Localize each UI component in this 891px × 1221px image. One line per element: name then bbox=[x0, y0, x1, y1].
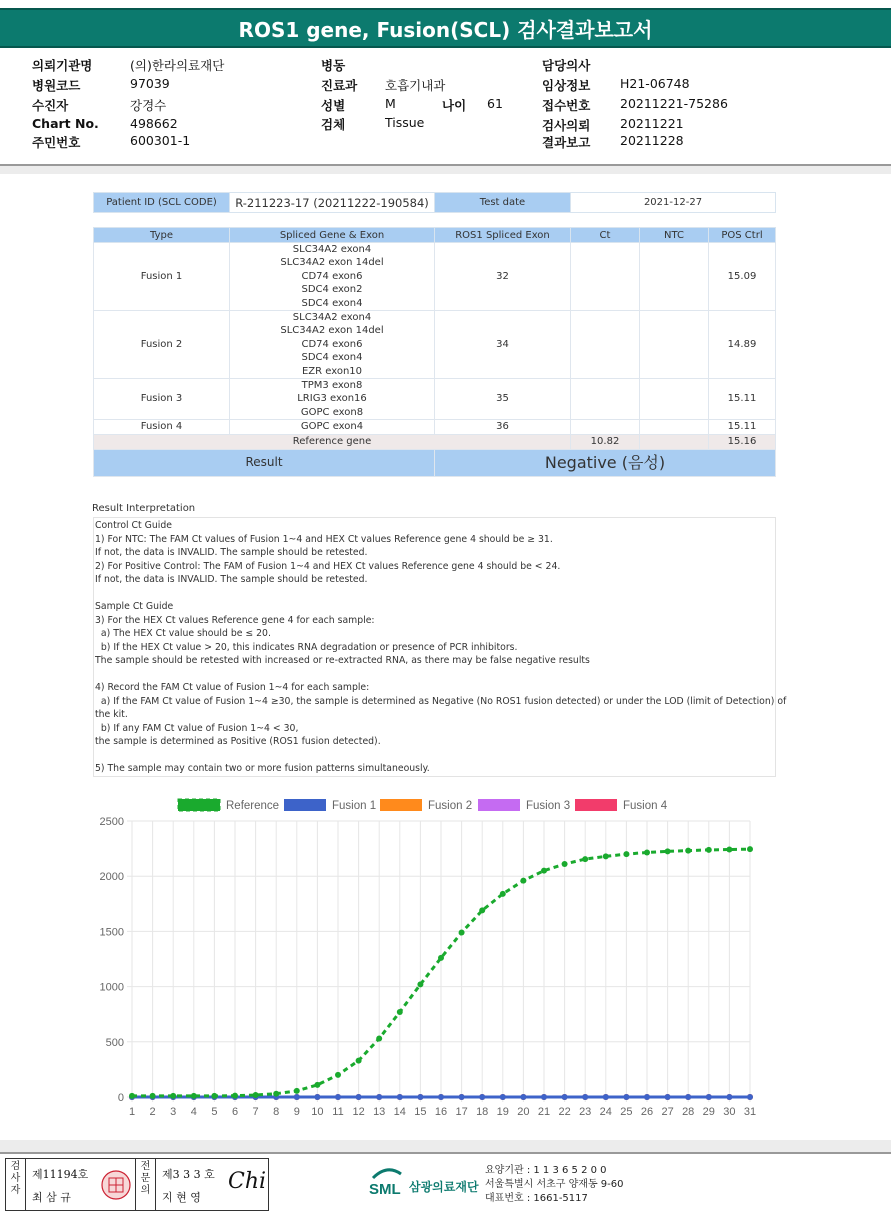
interpretation-line bbox=[95, 587, 774, 601]
data-point-fusion-1 bbox=[665, 1094, 671, 1100]
header-band bbox=[0, 166, 891, 174]
x-tick-label: 28 bbox=[682, 1106, 695, 1118]
pos-ctrl-value: 15.09 bbox=[709, 243, 776, 311]
interpretation-line: the sample is determined as Positive (ROS1 fusion detected). bbox=[95, 736, 381, 747]
interpretation-line: b) If any FAM Ct value of Fusion 1~4 < 30, bbox=[95, 722, 299, 734]
interpretation-line: Control Ct Guide bbox=[95, 520, 172, 531]
specimen-label: 검체 bbox=[321, 117, 346, 132]
interpretation-line: the kit. bbox=[95, 709, 128, 720]
x-tick-label: 2 bbox=[149, 1106, 156, 1118]
y-tick-label: 0 bbox=[117, 1092, 124, 1104]
ward-label: 병동 bbox=[321, 58, 346, 73]
interpretation-line: a) If the FAM Ct value of Fusion 1~4 ≥30, the sample is determined as Negative (No ROS1 fusion detected) or under the LOD (limit of Detection) of bbox=[95, 695, 787, 707]
legend-swatch bbox=[178, 799, 220, 811]
ct-value bbox=[571, 243, 640, 311]
x-tick-label: 6 bbox=[231, 1106, 239, 1118]
fusion-type: Fusion 4 bbox=[94, 420, 230, 434]
req-org-label: 의뢰기관명 bbox=[32, 58, 93, 73]
data-point-fusion-1 bbox=[500, 1094, 506, 1100]
x-tick-label: 11 bbox=[332, 1106, 344, 1118]
ct-value bbox=[571, 379, 640, 420]
result-value: Negative (음성) bbox=[435, 449, 776, 476]
interpretation-line: 3) For the HEX Ct values Reference gene 4 for each sample: bbox=[95, 614, 375, 626]
data-point-reference bbox=[520, 878, 526, 884]
data-point-reference bbox=[665, 848, 671, 854]
ct-value bbox=[571, 420, 640, 434]
table-row bbox=[94, 420, 776, 434]
data-point-reference bbox=[417, 981, 423, 987]
col-header-ros1-exon: ROS1 Spliced Exon bbox=[435, 228, 571, 243]
ntc-value bbox=[640, 243, 709, 311]
spliced-gene: LRIG3 exon16 bbox=[297, 393, 367, 405]
x-tick-label: 14 bbox=[393, 1106, 406, 1118]
spliced-gene: EZR exon10 bbox=[301, 365, 363, 377]
signer1-title: 검 사 자 bbox=[6, 1159, 26, 1210]
data-point-reference bbox=[747, 846, 753, 852]
req-date-value: 20211221 bbox=[620, 116, 684, 131]
legend-swatch bbox=[575, 799, 617, 811]
reference-ntc bbox=[640, 434, 709, 449]
patient-label: 수진자 bbox=[32, 98, 69, 113]
col-header-ntc: NTC bbox=[640, 228, 709, 243]
data-point-reference bbox=[438, 955, 444, 961]
age-label: 나이 bbox=[442, 98, 467, 113]
handwritten-signature: Chi bbox=[228, 1169, 267, 1194]
data-point-reference bbox=[459, 930, 465, 936]
interpretation-line: Sample Ct Guide bbox=[95, 601, 174, 612]
x-tick-label: 4 bbox=[190, 1106, 197, 1118]
report-date-value: 20211228 bbox=[620, 133, 684, 148]
chart-no-value: 498662 bbox=[130, 116, 178, 131]
data-point-reference bbox=[273, 1091, 279, 1097]
data-point-fusion-1 bbox=[479, 1094, 485, 1100]
spliced-gene: SDC4 exon4 bbox=[301, 297, 363, 309]
data-point-fusion-1 bbox=[603, 1094, 609, 1100]
x-tick-label: 15 bbox=[414, 1106, 427, 1118]
signer2-title: 전 문 의 bbox=[136, 1159, 156, 1210]
interpretation-line: 4) Record the FAM Ct value of Fusion 1~4 for each sample: bbox=[95, 682, 370, 693]
hosp-code-value: 97039 bbox=[130, 76, 170, 91]
spliced-gene-list bbox=[230, 311, 435, 379]
chart-no-label: Chart No. bbox=[32, 116, 99, 131]
spliced-gene: SLC34A2 exon4 bbox=[292, 312, 372, 324]
data-point-fusion-1 bbox=[335, 1094, 341, 1100]
org-info bbox=[485, 1164, 624, 1206]
x-tick-label: 26 bbox=[640, 1106, 654, 1118]
y-tick-label: 2500 bbox=[99, 816, 124, 828]
rrn-value: 600301-1 bbox=[130, 133, 191, 148]
data-point-reference bbox=[294, 1088, 300, 1094]
interpretation-line: b) If the HEX Ct value > 20, this indicates RNA degradation or presence of PCR inhibitors. bbox=[95, 641, 518, 653]
data-point-reference bbox=[376, 1035, 382, 1041]
patient-id-label: Patient ID (SCL CODE) bbox=[94, 193, 230, 213]
x-tick-label: 21 bbox=[537, 1106, 551, 1118]
data-point-fusion-1 bbox=[685, 1094, 691, 1100]
x-tick-label: 12 bbox=[352, 1106, 365, 1118]
spliced-gene: CD74 exon6 bbox=[301, 338, 363, 350]
reference-gene-label: Reference gene bbox=[94, 434, 571, 449]
data-point-fusion-1 bbox=[520, 1094, 526, 1100]
sex-label: 성별 bbox=[321, 98, 346, 113]
spliced-gene: SLC34A2 exon 14del bbox=[280, 257, 384, 269]
data-point-fusion-1 bbox=[541, 1094, 547, 1100]
ntc-value bbox=[640, 379, 709, 420]
pos-ctrl-value: 15.11 bbox=[709, 379, 776, 420]
ros1-exon: 35 bbox=[435, 379, 571, 420]
x-tick-label: 19 bbox=[496, 1106, 509, 1118]
clin-info-label: 임상정보 bbox=[542, 78, 591, 93]
table-row bbox=[94, 243, 776, 311]
data-point-reference bbox=[253, 1092, 259, 1098]
reference-ct: 10.82 bbox=[571, 434, 640, 449]
spliced-gene: SDC4 exon2 bbox=[301, 284, 363, 296]
ros1-exon: 36 bbox=[435, 420, 571, 434]
signer2-cell bbox=[156, 1159, 268, 1210]
data-point-fusion-1 bbox=[726, 1094, 732, 1100]
req-org-value: (의)한라의료재단 bbox=[130, 58, 225, 73]
x-tick-label: 22 bbox=[558, 1106, 571, 1118]
result-table bbox=[93, 227, 776, 477]
x-tick-label: 27 bbox=[661, 1106, 674, 1118]
data-point-reference bbox=[644, 849, 650, 855]
fusion-type: Fusion 3 bbox=[94, 379, 230, 420]
data-point-fusion-1 bbox=[644, 1094, 650, 1100]
result-label: Result bbox=[94, 449, 435, 476]
dept-label: 진료과 bbox=[321, 78, 358, 93]
spliced-gene: TPM3 exon8 bbox=[301, 380, 363, 392]
data-point-fusion-1 bbox=[438, 1094, 444, 1100]
data-point-reference bbox=[541, 868, 547, 874]
patient-id-table bbox=[93, 192, 776, 213]
report-date-label: 결과보고 bbox=[542, 135, 591, 150]
data-point-fusion-1 bbox=[376, 1094, 382, 1100]
data-point-reference bbox=[232, 1093, 238, 1099]
spliced-gene: GOPC exon4 bbox=[300, 421, 364, 433]
col-header-pos-ctrl: POS Ctrl bbox=[709, 228, 776, 243]
x-tick-label: 17 bbox=[455, 1106, 468, 1118]
patient-value: 강경수 bbox=[130, 98, 167, 113]
data-point-reference bbox=[582, 856, 588, 862]
data-point-fusion-1 bbox=[562, 1094, 568, 1100]
x-tick-label: 5 bbox=[211, 1106, 218, 1118]
data-point-fusion-1 bbox=[459, 1094, 465, 1100]
data-point-reference bbox=[479, 907, 485, 913]
x-tick-label: 25 bbox=[620, 1106, 633, 1118]
interpretation-line: 5) The sample may contain two or more fusion patterns simultaneously. bbox=[95, 763, 430, 774]
x-tick-label: 18 bbox=[476, 1106, 489, 1118]
report-title: ROS1 gene, Fusion(SCL) 검사결과보고서 bbox=[0, 8, 891, 48]
x-tick-label: 16 bbox=[434, 1106, 448, 1118]
report-header bbox=[0, 52, 891, 164]
data-point-reference bbox=[623, 851, 629, 857]
interpretation-title: Result Interpretation bbox=[92, 503, 196, 514]
patient-id-value: R-211223-17 (20211222-190584) bbox=[230, 193, 435, 213]
org-code: 요양기관 : 1 1 3 6 5 2 0 0 bbox=[485, 1165, 607, 1176]
table-row bbox=[94, 379, 776, 420]
reference-pos: 15.16 bbox=[709, 434, 776, 449]
age-value: 61 bbox=[487, 96, 503, 111]
data-point-reference bbox=[562, 861, 568, 867]
ros1-exon: 34 bbox=[435, 311, 571, 379]
accession-value: 20211221-75286 bbox=[620, 96, 728, 111]
data-point-reference bbox=[603, 853, 609, 859]
seal-stamp-icon bbox=[100, 1169, 132, 1201]
org-address: 서울특별시 서초구 양재동 9-60 bbox=[485, 1179, 624, 1190]
x-tick-label: 20 bbox=[517, 1106, 530, 1118]
y-tick-label: 500 bbox=[105, 1036, 124, 1049]
sex-value: M bbox=[385, 96, 396, 111]
col-header-spliced-gene: Spliced Gene & Exon bbox=[230, 228, 435, 243]
data-point-fusion-1 bbox=[314, 1094, 320, 1100]
col-header-type: Type bbox=[94, 228, 230, 243]
interpretation-line: a) The HEX Ct value should be ≤ 20. bbox=[95, 628, 271, 639]
x-tick-label: 24 bbox=[599, 1106, 612, 1118]
ntc-value bbox=[640, 420, 709, 434]
interpretation-line: 2) For Positive Control: The FAM of Fusion 1~4 and HEX Ct values Reference gene 4 should be < 24. bbox=[95, 560, 561, 572]
dept-value: 호흡기내과 bbox=[385, 78, 446, 93]
footer-divider bbox=[0, 1152, 891, 1154]
spliced-gene: GOPC exon8 bbox=[300, 406, 364, 418]
test-date-label: Test date bbox=[435, 193, 571, 213]
data-point-fusion-1 bbox=[582, 1094, 588, 1100]
data-point-fusion-1 bbox=[747, 1094, 753, 1100]
data-point-reference bbox=[191, 1093, 197, 1099]
amplification-chart bbox=[86, 792, 766, 1127]
pos-ctrl-value: 15.11 bbox=[709, 420, 776, 434]
sml-logo-text: SML bbox=[369, 1181, 401, 1198]
x-tick-label: 1 bbox=[128, 1106, 136, 1118]
specimen-value: Tissue bbox=[385, 115, 425, 130]
data-point-fusion-1 bbox=[397, 1094, 403, 1100]
legend-label: Reference bbox=[226, 800, 280, 812]
test-date-value: 2021-12-27 bbox=[571, 193, 776, 213]
data-point-fusion-1 bbox=[294, 1094, 300, 1100]
fusion-type: Fusion 1 bbox=[94, 243, 230, 311]
y-tick-label: 2000 bbox=[99, 871, 124, 884]
data-point-reference bbox=[170, 1093, 176, 1099]
organization-block bbox=[367, 1162, 787, 1212]
interpretation-line bbox=[95, 749, 774, 763]
interpretation-line: The sample should be retested with increased or re-extracted RNA, as there may be false negative results bbox=[95, 655, 590, 666]
spliced-gene: SDC4 exon4 bbox=[301, 352, 363, 364]
signer2-name: 지 현 영 bbox=[162, 1191, 201, 1204]
footer-band bbox=[0, 1140, 891, 1152]
table-row bbox=[94, 311, 776, 379]
data-point-reference bbox=[685, 848, 691, 854]
y-tick-label: 1000 bbox=[99, 981, 124, 994]
x-tick-label: 9 bbox=[293, 1106, 300, 1118]
legend-swatch bbox=[478, 799, 520, 811]
spliced-gene: CD74 exon6 bbox=[301, 270, 363, 282]
signer1-name: 최 삼 규 bbox=[32, 1191, 71, 1204]
interpretation-line: If not, the data is INVALID. The sample should be retested. bbox=[95, 574, 368, 585]
data-point-fusion-1 bbox=[356, 1094, 362, 1100]
data-point-reference bbox=[314, 1082, 320, 1088]
ntc-value bbox=[640, 311, 709, 379]
interpretation-line bbox=[95, 668, 774, 682]
data-point-reference bbox=[500, 891, 506, 897]
rrn-label: 주민번호 bbox=[32, 135, 81, 150]
x-tick-label: 7 bbox=[252, 1106, 259, 1118]
data-point-reference bbox=[335, 1072, 341, 1078]
data-point-reference bbox=[356, 1058, 362, 1064]
spliced-gene-list bbox=[230, 243, 435, 311]
fusion-type: Fusion 2 bbox=[94, 311, 230, 379]
clin-info-value: H21-06748 bbox=[620, 76, 690, 91]
data-point-fusion-1 bbox=[623, 1094, 629, 1100]
org-phone: 대표번호 : 1661-5117 bbox=[485, 1193, 588, 1204]
data-point-reference bbox=[397, 1009, 403, 1015]
x-tick-label: 23 bbox=[579, 1106, 592, 1118]
x-tick-label: 29 bbox=[702, 1106, 715, 1118]
interpretation-line: 1) For NTC: The FAM Ct values of Fusion 1~4 and HEX Ct values Reference gene 4 should be ≥ 31. bbox=[95, 533, 553, 545]
signer1-license: 제11194호 bbox=[32, 1168, 89, 1181]
data-point-reference bbox=[706, 847, 712, 853]
accession-label: 접수번호 bbox=[542, 98, 591, 113]
x-tick-label: 10 bbox=[311, 1106, 324, 1118]
x-tick-label: 3 bbox=[170, 1106, 177, 1118]
spliced-gene: SLC34A2 exon 14del bbox=[280, 325, 384, 337]
y-tick-label: 1500 bbox=[99, 926, 124, 939]
signer2-license: 제3 3 3 호 bbox=[162, 1168, 215, 1181]
data-point-reference bbox=[211, 1093, 217, 1099]
pos-ctrl-value: 14.89 bbox=[709, 311, 776, 379]
x-tick-label: 31 bbox=[743, 1106, 757, 1118]
req-date-label: 검사의뢰 bbox=[542, 118, 591, 133]
ros1-exon: 32 bbox=[435, 243, 571, 311]
spliced-gene-list bbox=[230, 379, 435, 420]
x-tick-label: 30 bbox=[723, 1106, 736, 1118]
data-point-reference bbox=[150, 1093, 156, 1099]
legend-label: Fusion 4 bbox=[623, 800, 668, 812]
legend-label: Fusion 3 bbox=[526, 800, 571, 812]
interpretation-line: If not, the data is INVALID. The sample should be retested. bbox=[95, 547, 368, 558]
col-header-ct: Ct bbox=[571, 228, 640, 243]
legend-swatch bbox=[380, 799, 422, 811]
signature-box bbox=[5, 1158, 269, 1211]
org-name: 삼광의료재단 bbox=[409, 1180, 479, 1194]
ct-value bbox=[571, 311, 640, 379]
data-point-fusion-1 bbox=[417, 1094, 423, 1100]
spliced-gene: SLC34A2 exon4 bbox=[292, 244, 372, 255]
data-point-reference bbox=[129, 1093, 135, 1099]
legend-label: Fusion 2 bbox=[428, 800, 473, 812]
hosp-code-label: 병원코드 bbox=[32, 78, 81, 93]
data-point-fusion-1 bbox=[706, 1094, 712, 1100]
interpretation-box bbox=[93, 517, 787, 777]
spliced-gene-list bbox=[230, 420, 435, 434]
x-tick-label: 13 bbox=[373, 1106, 386, 1118]
legend-label: Fusion 1 bbox=[332, 800, 377, 812]
data-point-reference bbox=[726, 846, 732, 852]
signer1-cell bbox=[26, 1159, 136, 1210]
legend-swatch bbox=[284, 799, 326, 811]
doctor-label: 담당의사 bbox=[542, 58, 591, 73]
sml-logo-icon bbox=[367, 1164, 407, 1200]
x-tick-label: 8 bbox=[273, 1106, 280, 1118]
